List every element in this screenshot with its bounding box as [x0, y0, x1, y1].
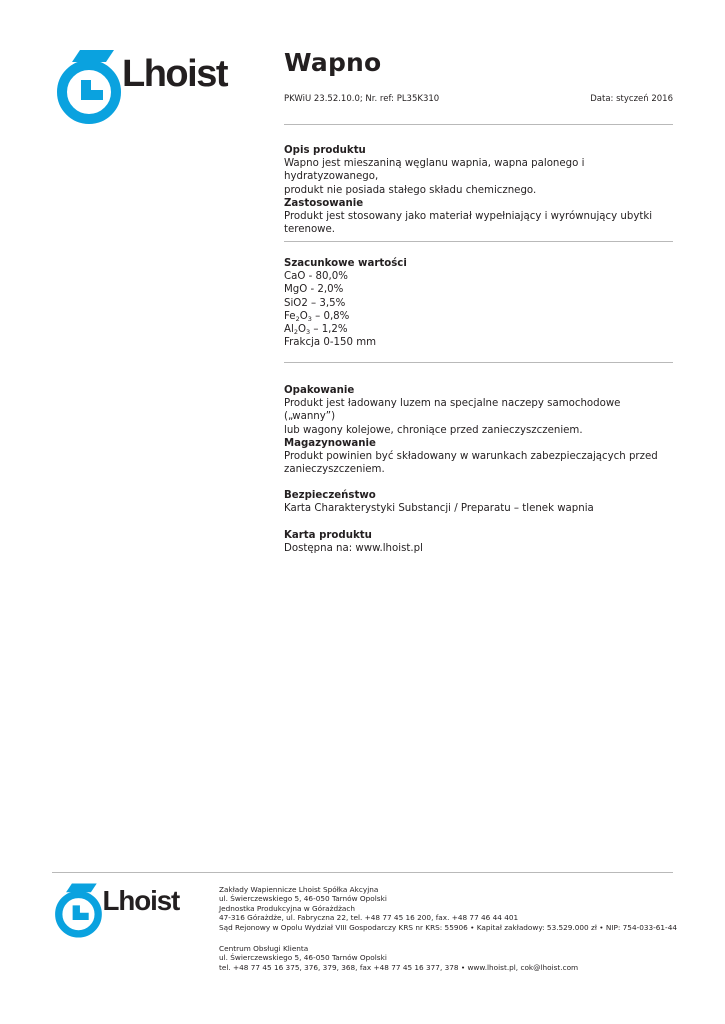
section-text: Karta Charakterystyki Substancji / Preparatu – tlenek wapnia [284, 503, 594, 515]
section-text: Produkt jest stosowany jako materiał wypełniający i wyrównujący ubytki terenowe. [284, 211, 653, 236]
value-sio2: SiO2 – 3,5% [284, 297, 346, 309]
section-heading: Zastosowanie [284, 198, 364, 209]
section-karta-produktu [284, 529, 674, 555]
lhoist-emblem-icon [62, 50, 116, 119]
section-text: produkt nie posiada stałego składu chemicznego. [284, 184, 537, 196]
footer-line: Jednostka Produkcyjna w Górażdżach [219, 903, 356, 913]
section-text: Produkt powinien być składowany w warunkach zabezpieczających przed [284, 451, 658, 463]
lhoist-emblem-icon [59, 884, 98, 934]
lhoist-footer-logo [50, 882, 196, 942]
section-bezpieczenstwo [284, 489, 674, 515]
section-magazynowanie [284, 437, 674, 477]
section-szacunkowe-wartosci [284, 257, 674, 349]
section-zastosowanie [284, 197, 674, 237]
section-heading: Bezpieczeństwo [284, 490, 376, 501]
footer-divider [52, 872, 673, 873]
divider [284, 362, 673, 363]
section-text: zanieczyszczeniem. [284, 464, 385, 476]
section-text: Dostępna na: www.lhoist.pl [284, 543, 423, 555]
footer-line: 47-316 Górażdże, ul. Fabryczna 22, tel. +48 77 45 16 200, fax. +48 77 46 44 401 [219, 913, 519, 923]
section-heading: Karta produktu [284, 530, 372, 541]
footer-company-info [219, 885, 679, 932]
section-heading: Opis produktu [284, 145, 366, 156]
footer-line: Centrum Obsługi Klienta [219, 944, 309, 953]
divider [284, 241, 673, 242]
footer-line: Zakłady Wapiennicze Lhoist Spółka Akcyjna [219, 885, 379, 894]
product-reference: PKWiU 23.52.10.0; Nr. ref: PL35K310 [284, 94, 440, 104]
section-heading: Szacunkowe wartości [284, 258, 407, 269]
document-date: Data: styczeń 2016 [590, 94, 673, 104]
value-frakcja: Frakcja 0-150 mm [284, 337, 377, 349]
divider [284, 124, 673, 125]
footer-line: Sąd Rejonowy w Opolu Wydział VIII Gospodarczy KRS nr KRS: 55906 • Kapitał zakładowy: 53.529.000 zł • NIP: 754-033-61-44 [219, 922, 677, 932]
value-fe2o3: $Fe_2O_3 - 0,8\%$ [284, 310, 350, 323]
footer-customer-service [219, 944, 679, 972]
page-title: Wapno [284, 48, 382, 77]
footer-line: ul. Świerczewskiego 5, 46-050 Tarnów Opolski [219, 894, 387, 904]
lhoist-logo [50, 50, 250, 128]
section-heading: Magazynowanie [284, 438, 376, 449]
section-opakowanie [284, 384, 674, 437]
section-heading: Opakowanie [284, 385, 355, 396]
lhoist-wordmark: Lhoist [122, 53, 227, 95]
value-al2o3: $Al_2O_3 - 1,2\%$ [284, 324, 348, 337]
footer-line: tel. +48 77 45 16 375, 376, 379, 368, fax +48 77 45 16 377, 378 • www.lhoist.pl, cok@lhoist.com [219, 962, 579, 972]
footer-line: ul. Świerczewskiego 5, 46-050 Tarnów Opolski [219, 953, 387, 963]
value-cao: CaO - 80,0% [284, 271, 348, 283]
section-text: lub wagony kolejowe, chroniące przed zanieczyszczeniem. [284, 424, 583, 436]
section-text: Wapno jest mieszaniną węglanu wapnia, wapna palonego i hydratyzowanego, [284, 158, 585, 183]
value-mgo: MgO - 2,0% [284, 284, 344, 296]
lhoist-wordmark: Lhoist [102, 884, 180, 916]
section-opis-produktu [284, 144, 674, 197]
section-text: Produkt jest ładowany luzem na specjalne naczepy samochodowe („wanny”) [284, 398, 621, 423]
